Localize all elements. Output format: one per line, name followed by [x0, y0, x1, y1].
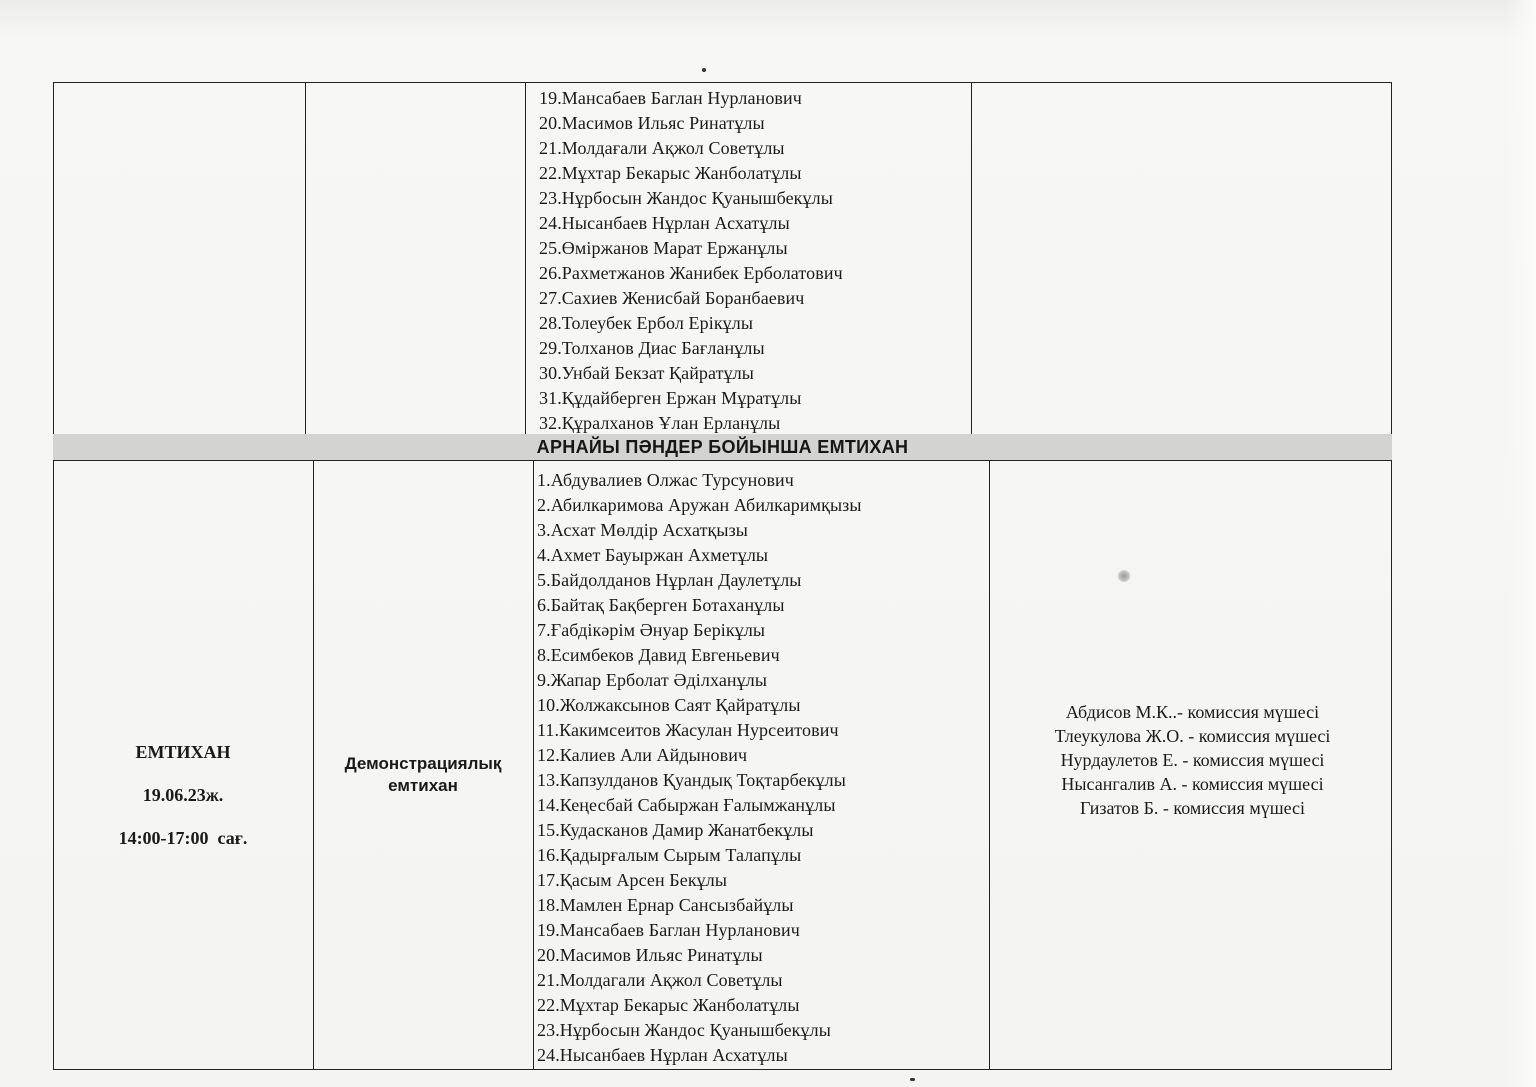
exam-label: ЕМТИХАН	[135, 741, 231, 762]
list-item: 24.Нысанбаев Нұрлан Асхатұлы	[539, 213, 790, 233]
list-item: 14.Кеңесбай Сабыржан Ғалымжанұлы	[537, 795, 836, 815]
exam-type-line-1: Демонстрациялық	[344, 754, 502, 773]
section-heading-band	[53, 434, 1392, 460]
list-item: 20.Масимов Ильяс Ринатұлы	[539, 113, 765, 133]
col-border-2-upper	[525, 82, 526, 434]
list-item: 27.Сахиев Женисбай Боранбаевич	[539, 288, 805, 308]
page-right-edge	[1506, 0, 1536, 1087]
list-item: 10.Жолжаксынов Саят Қайратұлы	[537, 695, 801, 715]
list-item: 18.Мамлен Ернар Сансызбайұлы	[537, 895, 794, 915]
list-item: 22.Мұхтар Бекарыс Жанболатұлы	[537, 995, 800, 1015]
list-item: 21.Молдағали Ақжол Советұлы	[539, 138, 785, 158]
list-item: 25.Өміржанов Марат Ержанұлы	[539, 238, 788, 258]
list-item: 8.Есимбеков Давид Евгеньевич	[537, 645, 780, 665]
exam-name-cell	[537, 468, 862, 1068]
exam-info-cell	[53, 460, 313, 1070]
exam-name-list	[537, 468, 862, 1068]
list-item: 5.Байдолданов Нұрлан Даулетұлы	[537, 570, 802, 590]
commission-member: Нысангалив А. - комиссия мүшесі	[1061, 774, 1324, 794]
list-item: 30.Унбай Бекзат Қайратұлы	[539, 363, 755, 383]
continuation-name-list	[539, 86, 843, 436]
list-item: 7.Ғабдікәрім Әнуар Берікұлы	[537, 620, 766, 640]
page-top-shadow	[0, 0, 1536, 40]
exam-date: 19.06.23ж.	[142, 784, 224, 805]
list-item: 9.Жапар Ерболат Әділханұлы	[537, 670, 768, 690]
list-item: 26.Рахметжанов Жанибек Ерболатович	[539, 263, 843, 283]
exam-type-cell	[313, 460, 533, 1070]
commission-member: Тлеукулова Ж.О. - комиссия мүшесі	[1054, 726, 1331, 746]
list-item: 23.Нұрбосын Жандос Қуанышбекұлы	[539, 188, 833, 208]
col-border-2-lower	[533, 460, 534, 1070]
list-item: 17.Қасым Арсен Бекұлы	[537, 870, 728, 890]
col-border-3-lower	[989, 460, 990, 1070]
list-item: 20.Масимов Ильяс Ринатұлы	[537, 945, 763, 965]
exam-schedule-table	[53, 82, 1392, 1070]
list-item: 28.Толеубек Ербол Ерікұлы	[539, 313, 754, 333]
table-top-border	[53, 82, 1392, 83]
commission-member: Нурдаулетов Е. - комиссия мүшесі	[1060, 750, 1325, 770]
list-item: 4.Ахмет Бауыржан Ахметұлы	[537, 545, 769, 565]
continuation-name-cell	[539, 86, 843, 436]
list-item: 21.Молдагали Ақжол Советұлы	[537, 970, 783, 990]
list-item: 29.Толханов Диас Бағланұлы	[539, 338, 765, 358]
list-item: 19.Мансабаев Баглан Нурланович	[537, 920, 800, 940]
list-item: 13.Капзулданов Қуандық Тоқтарбекұлы	[537, 770, 846, 790]
col-border-3-upper	[971, 82, 972, 434]
list-item: 22.Мұхтар Бекарыс Жанболатұлы	[539, 163, 802, 183]
exam-time: 14:00-17:00 сағ.	[118, 827, 248, 848]
section-title: АРНАЙЫ ПӘНДЕР БОЙЫНША ЕМТИХАН	[536, 436, 909, 457]
commission-member: Гизатов Б. - комиссия мүшесі	[1079, 798, 1306, 818]
list-item: 19.Мансабаев Баглан Нурланович	[539, 88, 802, 108]
col-border-1-upper	[305, 82, 306, 434]
list-item: 3.Асхат Мөлдір Асхатқызы	[537, 520, 748, 540]
list-item: 32.Құралханов Ұлан Ерланұлы	[539, 413, 781, 433]
list-item: 15.Кудасканов Дамир Жанатбекұлы	[537, 820, 814, 840]
speck-bottom	[910, 1078, 915, 1081]
commission-member: Абдисов М.К..- комиссия мүшесі	[1065, 702, 1320, 722]
commission-cell	[993, 460, 1392, 1070]
list-item: 2.Абилкаримова Аружан Абилкаримқызы	[537, 495, 862, 515]
list-item: 23.Нұрбосын Жандос Қуанышбекұлы	[537, 1020, 831, 1040]
list-item: 31.Құдайберген Ержан Мұратұлы	[539, 388, 802, 408]
speck-top	[702, 68, 706, 72]
list-item: 16.Қадырғалым Сырым Талапұлы	[537, 845, 802, 865]
exam-type-line-2: емтихан	[388, 776, 458, 795]
list-item: 24.Нысанбаев Нұрлан Асхатұлы	[537, 1045, 788, 1065]
list-item: 12.Калиев Али Айдынович	[537, 745, 748, 765]
list-item: 6.Байтақ Бақберген Ботаханұлы	[537, 595, 785, 615]
list-item: 1.Абдувалиев Олжас Турсунович	[537, 470, 794, 490]
list-item: 11.Какимсеитов Жасулан Нурсеитович	[537, 720, 839, 740]
